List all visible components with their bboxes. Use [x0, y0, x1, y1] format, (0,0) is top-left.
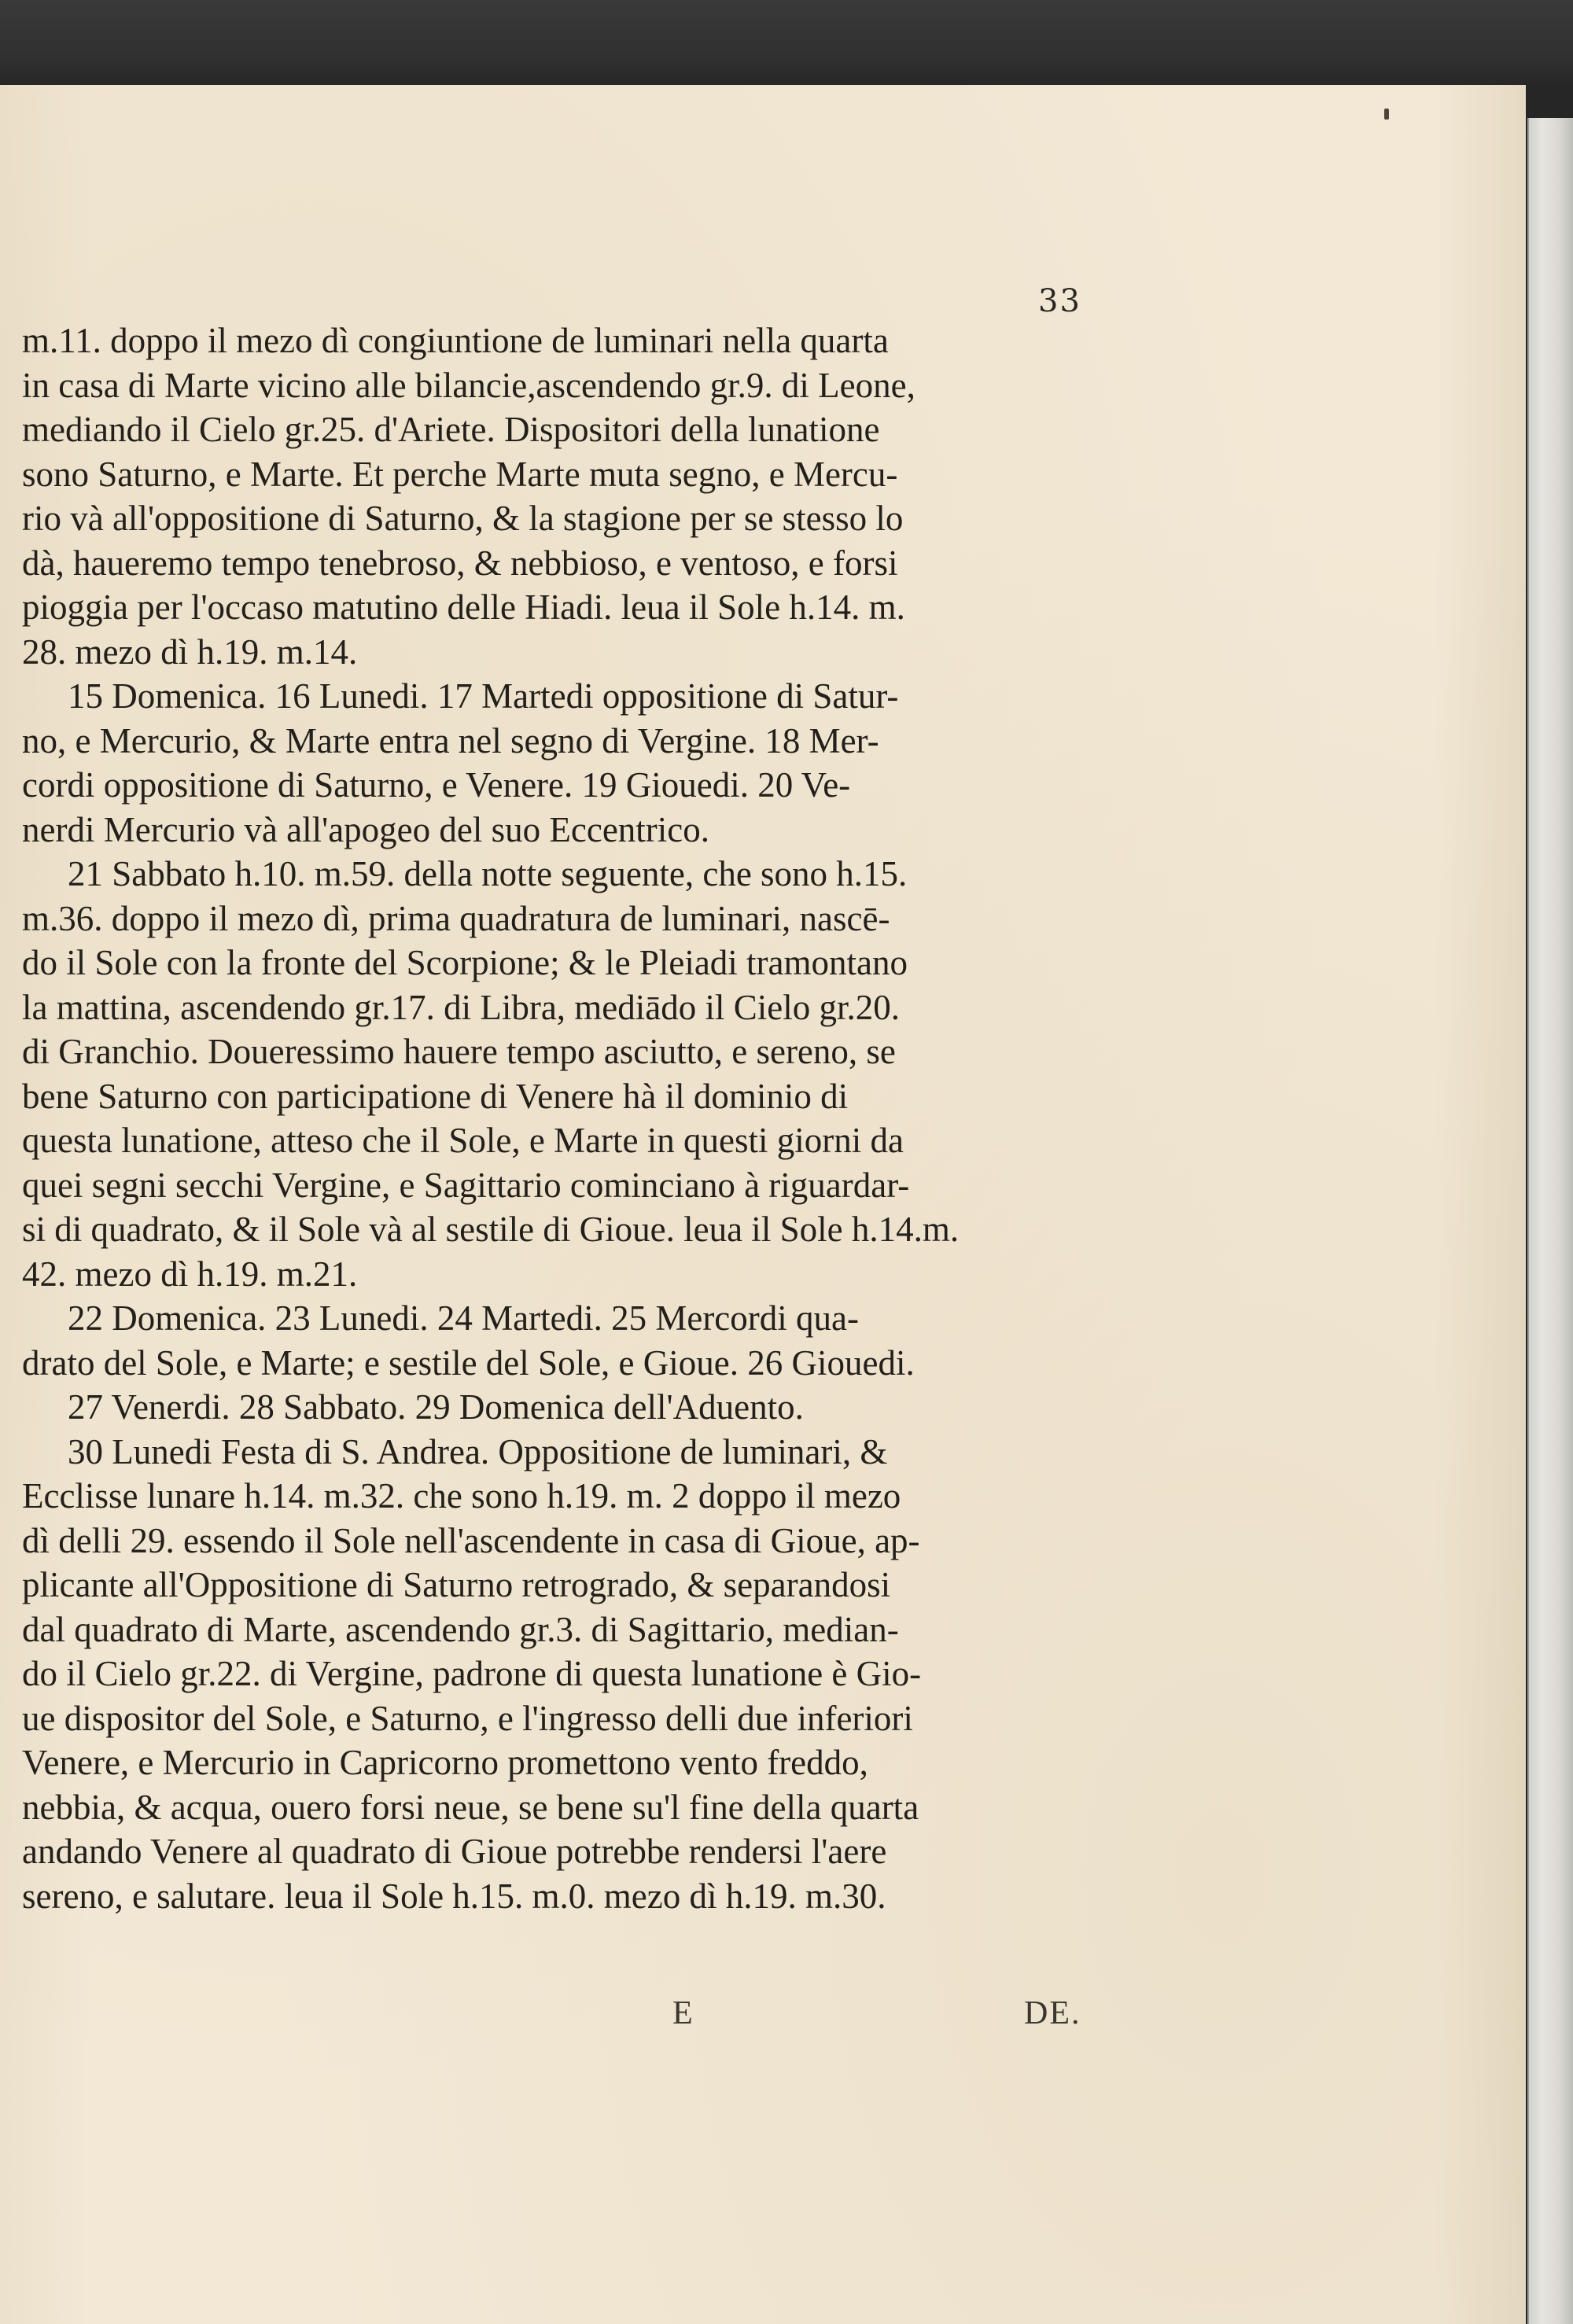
- text-line: 42. mezo dì h.19. m.21.: [22, 1254, 358, 1294]
- text-line: Ecclisse lunare h.14. m.32. che sono h.19. m. 2 doppo il mezo: [22, 1476, 901, 1516]
- text-line: 21 Sabbato h.10. m.59. della notte seguente, che sono h.15.: [68, 854, 908, 893]
- text-line: nerdi Mercurio và all'apogeo del suo Eccentrico.: [22, 809, 710, 849]
- text-line: la mattina, ascendendo gr.17. di Libra, mediādo il Cielo gr.20.: [22, 987, 900, 1027]
- body-text: [22, 319, 1155, 1918]
- text-line: di Granchio. Doueressimo hauere tempo asciutto, e sereno, se: [22, 1032, 896, 1071]
- text-line: in casa di Marte vicino alle bilancie,ascendendo gr.9. di Leone,: [22, 365, 915, 405]
- text-line: drato del Sole, e Marte; e sestile del Sole, e Gioue. 26 Giouedi.: [22, 1342, 915, 1383]
- text-line: bene Saturno con participatione di Venere hà il dominio di: [22, 1076, 849, 1116]
- text-line: plicante all'Oppositione di Saturno retrogrado, & separandosi: [22, 1565, 891, 1604]
- text-line: rio và all'oppositione di Saturno, & la stagione per se stesso lo: [22, 499, 904, 538]
- text-line: no, e Mercurio, & Marte entra nel segno di Vergine. 18 Mer-: [22, 720, 879, 761]
- next-page-edge: [1527, 118, 1573, 2324]
- text-line: 22 Domenica. 23 Lunedi. 24 Martedi. 25 Mercordi qua-: [68, 1298, 859, 1338]
- text-line: 15 Domenica. 16 Lunedi. 17 Martedi oppositione di Satur-: [68, 676, 899, 716]
- text-line: dal quadrato di Marte, ascendendo gr.3. di Sagittario, median-: [22, 1609, 899, 1649]
- text-line: mediando il Cielo gr.25. d'Ariete. Dispositori della lunatione: [22, 410, 880, 449]
- page-number: 33: [1038, 283, 1081, 319]
- text-line: si di quadrato, & il Sole và al sestile di Gioue. leua il Sole h.14.m.: [22, 1210, 960, 1249]
- text-line: m.36. doppo il mezo dì, prima quadratura de luminari, nascē-: [22, 898, 890, 938]
- text-line: questa lunatione, atteso che il Sole, e Marte in questi giorni da: [22, 1121, 904, 1160]
- text-line: sereno, e salutare. leua il Sole h.15. m.0. mezo dì h.19. m.30.: [22, 1876, 886, 1916]
- text-line: do il Cielo gr.22. di Vergine, padrone di questa lunatione è Gio-: [22, 1654, 922, 1693]
- text-line: cordi oppositione di Saturno, e Venere. 19 Giouedi. 20 Ve-: [22, 765, 851, 805]
- text-line: 30 Lunedi Festa di S. Andrea. Oppositione de luminari, &: [68, 1431, 888, 1471]
- text-line: nebbia, & acqua, ouero forsi neue, se bene su'l fine della quarta: [22, 1787, 919, 1827]
- text-line: 27 Venerdi. 28 Sabbato. 29 Domenica dell'Aduento.: [68, 1387, 804, 1427]
- catchword: DE.: [1024, 1995, 1081, 2031]
- text-line: andando Venere al quadrato di Gioue potrebbe rendersi l'aere: [22, 1832, 887, 1871]
- signature-mark: E: [672, 1995, 693, 2031]
- text-line: 28. mezo dì h.19. m.14.: [22, 632, 358, 672]
- text-line: quei segni secchi Vergine, e Sagittario cominciano à riguardar-: [22, 1165, 910, 1205]
- text-line: dà, haueremo tempo tenebroso, & nebbioso, e ventoso, e forsi: [22, 543, 898, 583]
- text-line: sono Saturno, e Marte. Et perche Marte muta segno, e Mercu-: [22, 454, 898, 494]
- text-line: ue dispositor del Sole, e Saturno, e l'ingresso delli due inferiori: [22, 1698, 913, 1738]
- text-line: do il Sole con la fronte del Scorpione; & le Pleiadi tramontano: [22, 943, 908, 982]
- text-line: pioggia per l'occaso matutino delle Hiadi. leua il Sole h.14. m.: [22, 587, 905, 627]
- ink-speck: [1384, 109, 1389, 120]
- text-line: m.11. doppo il mezo dì congiuntione de luminari nella quarta: [22, 321, 889, 360]
- text-line: Venere, e Mercurio in Capricorno promettono vento freddo,: [22, 1743, 868, 1782]
- text-line: dì delli 29. essendo il Sole nell'ascendente in casa di Gioue, ap-: [22, 1520, 920, 1560]
